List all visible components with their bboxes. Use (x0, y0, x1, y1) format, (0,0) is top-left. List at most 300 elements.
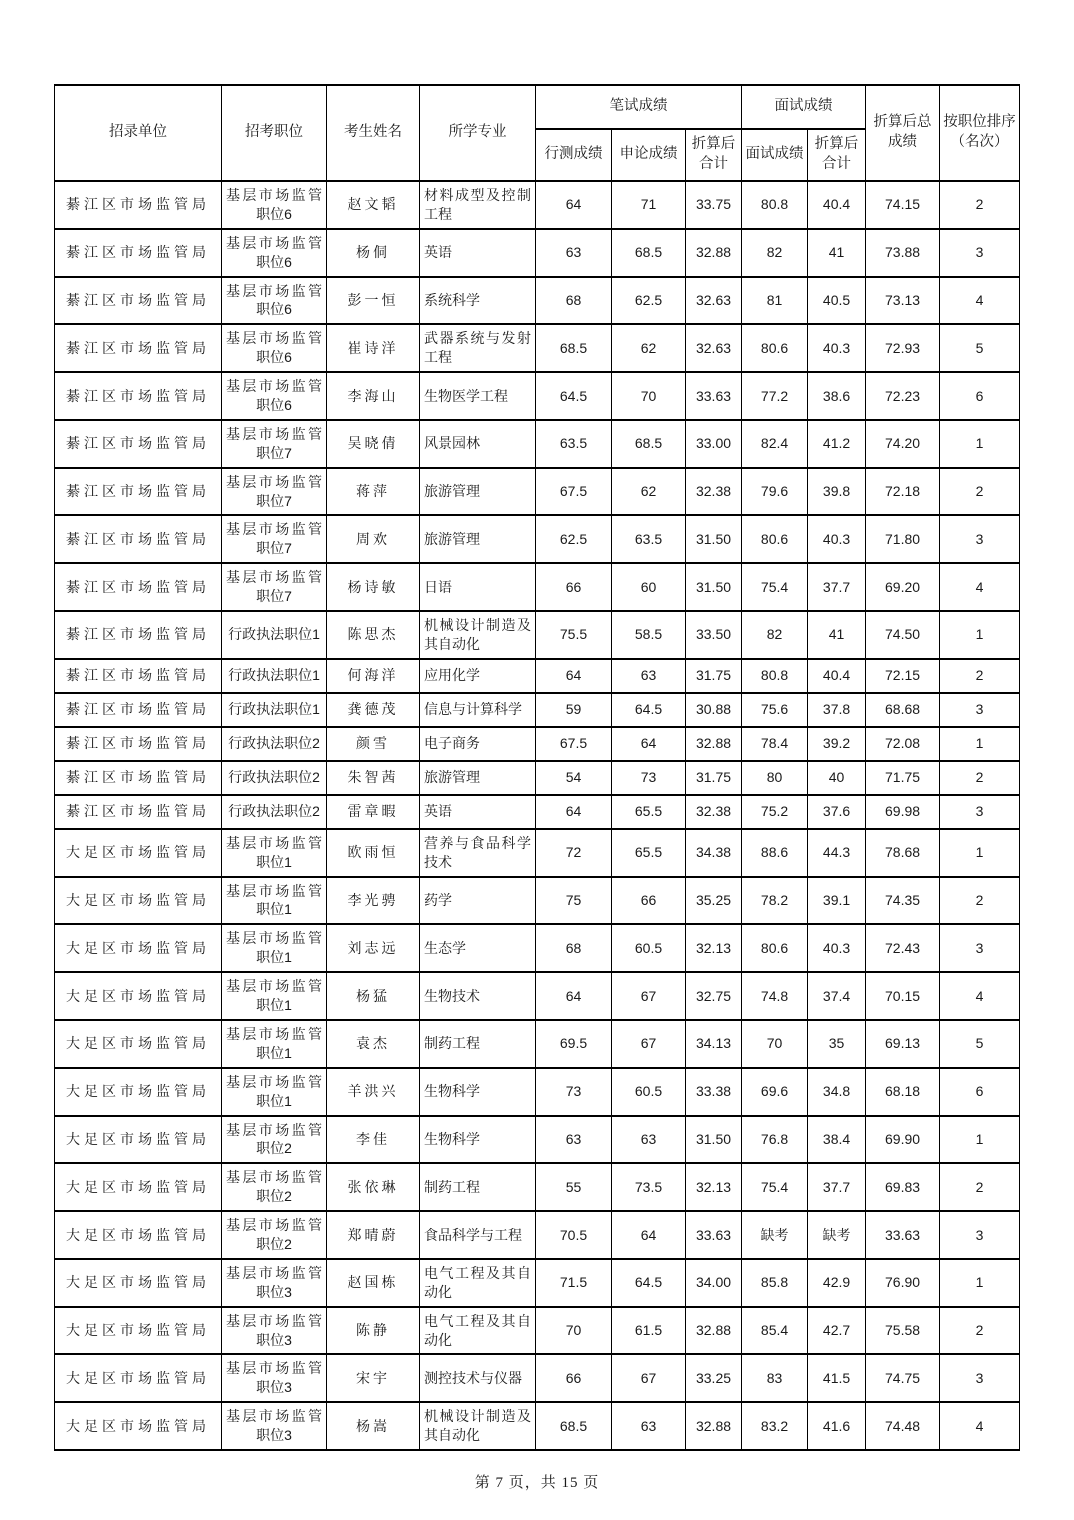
cell-written-converted: 32.38 (686, 795, 742, 829)
cell-shenlun-score: 66 (612, 877, 686, 925)
table-row (55, 372, 1020, 420)
cell-major: 日语 (420, 563, 536, 611)
cell-interview-converted: 37.8 (808, 693, 866, 727)
cell-rank: 4 (940, 1402, 1020, 1450)
cell-rank: 4 (940, 563, 1020, 611)
cell-shenlun-score: 68.5 (612, 229, 686, 277)
cell-xingce-score: 75 (536, 877, 612, 925)
exam-results-table (54, 84, 1020, 1451)
cell-shenlun-score: 65.5 (612, 795, 686, 829)
cell-xingce-score: 67.5 (536, 468, 612, 516)
cell-candidate-name: 彭一恒 (327, 277, 420, 325)
cell-position: 基层市场监管职位3 (222, 1354, 327, 1402)
table-row (55, 693, 1020, 727)
cell-shenlun-score: 70 (612, 372, 686, 420)
cell-written-converted: 32.63 (686, 324, 742, 372)
cell-major: 生物技术 (420, 972, 536, 1020)
cell-position: 基层市场监管职位7 (222, 468, 327, 516)
cell-major: 应用化学 (420, 659, 536, 693)
cell-position: 基层市场监管职位2 (222, 1211, 327, 1259)
cell-position: 行政执法职位2 (222, 727, 327, 761)
cell-position: 基层市场监管职位2 (222, 1163, 327, 1211)
cell-unit: 綦江区市场监管局 (55, 693, 222, 727)
cell-shenlun-score: 63 (612, 1402, 686, 1450)
cell-unit: 大足区市场监管局 (55, 1163, 222, 1211)
cell-total-score: 69.90 (866, 1116, 940, 1164)
cell-position: 基层市场监管职位1 (222, 829, 327, 877)
cell-xingce-score: 64 (536, 181, 612, 229)
cell-interview-converted: 41.6 (808, 1402, 866, 1450)
table-row (55, 1259, 1020, 1307)
cell-total-score: 72.93 (866, 324, 940, 372)
cell-rank: 2 (940, 468, 1020, 516)
cell-major: 食品科学与工程 (420, 1211, 536, 1259)
cell-major: 英语 (420, 795, 536, 829)
cell-position: 基层市场监管职位3 (222, 1259, 327, 1307)
table-row (55, 761, 1020, 795)
cell-shenlun-score: 68.5 (612, 420, 686, 468)
table-row (55, 1020, 1020, 1068)
cell-written-converted: 32.63 (686, 277, 742, 325)
cell-interview-score: 80.6 (742, 515, 808, 563)
cell-unit: 大足区市场监管局 (55, 1354, 222, 1402)
cell-written-converted: 32.88 (686, 1402, 742, 1450)
cell-interview-converted: 39.8 (808, 468, 866, 516)
cell-candidate-name: 羊洪兴 (327, 1068, 420, 1116)
table-row (55, 972, 1020, 1020)
cell-interview-score: 80.6 (742, 324, 808, 372)
cell-total-score: 76.90 (866, 1259, 940, 1307)
table-row (55, 420, 1020, 468)
cell-position: 基层市场监管职位7 (222, 420, 327, 468)
cell-shenlun-score: 65.5 (612, 829, 686, 877)
cell-position: 行政执法职位2 (222, 795, 327, 829)
cell-major: 电气工程及其自动化 (420, 1259, 536, 1307)
cell-position: 基层市场监管职位6 (222, 181, 327, 229)
cell-total-score: 69.20 (866, 563, 940, 611)
cell-position: 基层市场监管职位6 (222, 229, 327, 277)
cell-interview-converted: 34.8 (808, 1068, 866, 1116)
cell-major: 武器系统与发射工程 (420, 324, 536, 372)
cell-interview-score: 83.2 (742, 1402, 808, 1450)
cell-xingce-score: 64 (536, 659, 612, 693)
cell-interview-score: 82 (742, 611, 808, 659)
cell-unit: 綦江区市场监管局 (55, 324, 222, 372)
cell-unit: 綦江区市场监管局 (55, 515, 222, 563)
cell-xingce-score: 68.5 (536, 1402, 612, 1450)
cell-total-score: 73.88 (866, 229, 940, 277)
table-row (55, 924, 1020, 972)
cell-shenlun-score: 62 (612, 324, 686, 372)
cell-written-converted: 31.50 (686, 515, 742, 563)
cell-rank: 3 (940, 229, 1020, 277)
cell-position: 行政执法职位2 (222, 761, 327, 795)
cell-xingce-score: 69.5 (536, 1020, 612, 1068)
cell-major: 系统科学 (420, 277, 536, 325)
col-header-candidate: 考生姓名 (327, 85, 420, 181)
cell-total-score: 75.58 (866, 1307, 940, 1355)
cell-unit: 綦江区市场监管局 (55, 229, 222, 277)
col-header-rank: 按职位排序（名次） (940, 85, 1020, 181)
cell-interview-score: 74.8 (742, 972, 808, 1020)
cell-position: 基层市场监管职位1 (222, 924, 327, 972)
cell-unit: 綦江区市场监管局 (55, 468, 222, 516)
cell-xingce-score: 55 (536, 1163, 612, 1211)
cell-rank: 2 (940, 877, 1020, 925)
cell-shenlun-score: 64.5 (612, 693, 686, 727)
cell-interview-converted: 40 (808, 761, 866, 795)
cell-rank: 3 (940, 1211, 1020, 1259)
cell-candidate-name: 张依琳 (327, 1163, 420, 1211)
cell-unit: 大足区市场监管局 (55, 1259, 222, 1307)
cell-total-score: 69.13 (866, 1020, 940, 1068)
cell-rank: 2 (940, 1307, 1020, 1355)
cell-xingce-score: 63 (536, 229, 612, 277)
cell-xingce-score: 64.5 (536, 372, 612, 420)
cell-unit: 綦江区市场监管局 (55, 659, 222, 693)
cell-rank: 1 (940, 1259, 1020, 1307)
cell-interview-score: 75.4 (742, 563, 808, 611)
cell-interview-score: 79.6 (742, 468, 808, 516)
cell-interview-score: 82.4 (742, 420, 808, 468)
cell-candidate-name: 刘志远 (327, 924, 420, 972)
cell-written-converted: 31.75 (686, 761, 742, 795)
table-row (55, 1211, 1020, 1259)
cell-xingce-score: 71.5 (536, 1259, 612, 1307)
col-group-written-score: 笔试成绩 (536, 85, 742, 129)
cell-interview-score: 82 (742, 229, 808, 277)
cell-position: 基层市场监管职位1 (222, 1068, 327, 1116)
cell-xingce-score: 68 (536, 277, 612, 325)
cell-xingce-score: 66 (536, 1354, 612, 1402)
cell-candidate-name: 龚德茂 (327, 693, 420, 727)
cell-major: 生态学 (420, 924, 536, 972)
cell-interview-score: 85.8 (742, 1259, 808, 1307)
cell-unit: 大足区市场监管局 (55, 1116, 222, 1164)
cell-written-converted: 35.25 (686, 877, 742, 925)
cell-unit: 大足区市场监管局 (55, 1211, 222, 1259)
cell-rank: 6 (940, 1068, 1020, 1116)
cell-xingce-score: 64 (536, 795, 612, 829)
cell-unit: 綦江区市场监管局 (55, 420, 222, 468)
cell-total-score: 74.48 (866, 1402, 940, 1450)
cell-xingce-score: 70.5 (536, 1211, 612, 1259)
cell-rank: 1 (940, 611, 1020, 659)
cell-interview-score: 81 (742, 277, 808, 325)
col-header-written-converted: 折算后合计 (686, 129, 742, 181)
cell-major: 制药工程 (420, 1163, 536, 1211)
cell-written-converted: 32.75 (686, 972, 742, 1020)
cell-candidate-name: 李光骋 (327, 877, 420, 925)
cell-position: 行政执法职位1 (222, 693, 327, 727)
cell-candidate-name: 陈静 (327, 1307, 420, 1355)
cell-unit: 綦江区市场监管局 (55, 277, 222, 325)
cell-written-converted: 33.75 (686, 181, 742, 229)
cell-shenlun-score: 60 (612, 563, 686, 611)
cell-rank: 1 (940, 727, 1020, 761)
cell-interview-converted: 40.4 (808, 181, 866, 229)
cell-interview-converted: 38.4 (808, 1116, 866, 1164)
cell-interview-score: 77.2 (742, 372, 808, 420)
cell-rank: 2 (940, 1163, 1020, 1211)
cell-candidate-name: 崔诗洋 (327, 324, 420, 372)
cell-total-score: 74.20 (866, 420, 940, 468)
cell-interview-converted: 40.3 (808, 515, 866, 563)
cell-total-score: 72.18 (866, 468, 940, 516)
cell-candidate-name: 杨嵩 (327, 1402, 420, 1450)
cell-interview-converted: 40.3 (808, 924, 866, 972)
cell-written-converted: 33.00 (686, 420, 742, 468)
cell-major: 生物科学 (420, 1068, 536, 1116)
cell-candidate-name: 吴晓倩 (327, 420, 420, 468)
cell-shenlun-score: 60.5 (612, 924, 686, 972)
cell-candidate-name: 郑晴蔚 (327, 1211, 420, 1259)
cell-total-score: 72.08 (866, 727, 940, 761)
cell-total-score: 68.68 (866, 693, 940, 727)
cell-total-score: 68.18 (866, 1068, 940, 1116)
cell-rank: 1 (940, 420, 1020, 468)
cell-interview-score: 75.2 (742, 795, 808, 829)
table-row (55, 1402, 1020, 1450)
col-header-xingce: 行测成绩 (536, 129, 612, 181)
cell-total-score: 74.15 (866, 181, 940, 229)
cell-position: 基层市场监管职位1 (222, 1020, 327, 1068)
cell-rank: 2 (940, 659, 1020, 693)
cell-written-converted: 31.50 (686, 1116, 742, 1164)
cell-written-converted: 34.00 (686, 1259, 742, 1307)
table-row (55, 468, 1020, 516)
cell-total-score: 70.15 (866, 972, 940, 1020)
cell-interview-converted: 37.6 (808, 795, 866, 829)
cell-total-score: 69.83 (866, 1163, 940, 1211)
cell-shenlun-score: 60.5 (612, 1068, 686, 1116)
cell-written-converted: 32.13 (686, 1163, 742, 1211)
table-header (55, 85, 1020, 181)
cell-candidate-name: 赵文韬 (327, 181, 420, 229)
table-row (55, 659, 1020, 693)
cell-shenlun-score: 73.5 (612, 1163, 686, 1211)
cell-xingce-score: 63.5 (536, 420, 612, 468)
cell-written-converted: 33.63 (686, 1211, 742, 1259)
cell-candidate-name: 袁杰 (327, 1020, 420, 1068)
cell-position: 基层市场监管职位7 (222, 563, 327, 611)
cell-rank: 4 (940, 972, 1020, 1020)
cell-shenlun-score: 58.5 (612, 611, 686, 659)
cell-total-score: 74.50 (866, 611, 940, 659)
cell-rank: 5 (940, 324, 1020, 372)
cell-written-converted: 32.88 (686, 1307, 742, 1355)
cell-unit: 綦江区市场监管局 (55, 372, 222, 420)
table-row (55, 181, 1020, 229)
cell-unit: 綦江区市场监管局 (55, 181, 222, 229)
table-row (55, 795, 1020, 829)
cell-major: 电子商务 (420, 727, 536, 761)
cell-xingce-score: 68.5 (536, 324, 612, 372)
cell-major: 英语 (420, 229, 536, 277)
cell-candidate-name: 朱智茜 (327, 761, 420, 795)
cell-interview-converted: 41.5 (808, 1354, 866, 1402)
cell-shenlun-score: 63.5 (612, 515, 686, 563)
cell-major: 信息与计算科学 (420, 693, 536, 727)
cell-xingce-score: 70 (536, 1307, 612, 1355)
col-header-shenlun: 申论成绩 (612, 129, 686, 181)
cell-interview-score: 78.2 (742, 877, 808, 925)
cell-position: 基层市场监管职位6 (222, 324, 327, 372)
cell-total-score: 72.23 (866, 372, 940, 420)
cell-candidate-name: 赵国栋 (327, 1259, 420, 1307)
cell-interview-score: 88.6 (742, 829, 808, 877)
cell-position: 基层市场监管职位6 (222, 277, 327, 325)
cell-interview-converted: 37.7 (808, 563, 866, 611)
cell-major: 制药工程 (420, 1020, 536, 1068)
cell-xingce-score: 67.5 (536, 727, 612, 761)
cell-major: 旅游管理 (420, 515, 536, 563)
col-header-position: 招考职位 (222, 85, 327, 181)
cell-interview-score: 69.6 (742, 1068, 808, 1116)
cell-interview-converted: 41 (808, 611, 866, 659)
cell-major: 测控技术与仪器 (420, 1354, 536, 1402)
cell-candidate-name: 雷章暇 (327, 795, 420, 829)
cell-rank: 3 (940, 693, 1020, 727)
table-row (55, 829, 1020, 877)
cell-candidate-name: 陈思杰 (327, 611, 420, 659)
cell-major: 材料成型及控制工程 (420, 181, 536, 229)
cell-shenlun-score: 63 (612, 659, 686, 693)
table-row (55, 1354, 1020, 1402)
table-row (55, 324, 1020, 372)
cell-unit: 大足区市场监管局 (55, 1307, 222, 1355)
cell-interview-converted: 42.9 (808, 1259, 866, 1307)
cell-written-converted: 31.75 (686, 659, 742, 693)
cell-interview-score: 80.6 (742, 924, 808, 972)
cell-xingce-score: 66 (536, 563, 612, 611)
cell-total-score: 74.35 (866, 877, 940, 925)
table-row (55, 277, 1020, 325)
cell-rank: 2 (940, 181, 1020, 229)
cell-candidate-name: 宋宇 (327, 1354, 420, 1402)
cell-interview-score: 85.4 (742, 1307, 808, 1355)
cell-interview-score: 75.6 (742, 693, 808, 727)
cell-major: 机械设计制造及其自动化 (420, 1402, 536, 1450)
cell-unit: 大足区市场监管局 (55, 829, 222, 877)
cell-unit: 大足区市场监管局 (55, 877, 222, 925)
cell-unit: 綦江区市场监管局 (55, 563, 222, 611)
cell-total-score: 33.63 (866, 1211, 940, 1259)
cell-shenlun-score: 61.5 (612, 1307, 686, 1355)
cell-position: 基层市场监管职位6 (222, 372, 327, 420)
cell-major: 旅游管理 (420, 761, 536, 795)
cell-written-converted: 32.13 (686, 924, 742, 972)
cell-shenlun-score: 62 (612, 468, 686, 516)
cell-position: 基层市场监管职位7 (222, 515, 327, 563)
cell-major: 营养与食品科学技术 (420, 829, 536, 877)
cell-candidate-name: 颜雪 (327, 727, 420, 761)
cell-written-converted: 33.50 (686, 611, 742, 659)
cell-shenlun-score: 64.5 (612, 1259, 686, 1307)
cell-total-score: 74.75 (866, 1354, 940, 1402)
cell-total-score: 72.15 (866, 659, 940, 693)
cell-candidate-name: 杨侗 (327, 229, 420, 277)
cell-interview-converted: 37.7 (808, 1163, 866, 1211)
cell-unit: 大足区市场监管局 (55, 1068, 222, 1116)
cell-written-converted: 32.88 (686, 229, 742, 277)
cell-unit: 綦江区市场监管局 (55, 761, 222, 795)
cell-shenlun-score: 62.5 (612, 277, 686, 325)
cell-written-converted: 30.88 (686, 693, 742, 727)
cell-total-score: 71.75 (866, 761, 940, 795)
cell-rank: 5 (940, 1020, 1020, 1068)
cell-interview-score: 80.8 (742, 659, 808, 693)
cell-total-score: 73.13 (866, 277, 940, 325)
cell-written-converted: 31.50 (686, 563, 742, 611)
cell-total-score: 69.98 (866, 795, 940, 829)
cell-unit: 綦江区市场监管局 (55, 727, 222, 761)
cell-interview-converted: 39.1 (808, 877, 866, 925)
cell-unit: 大足区市场监管局 (55, 972, 222, 1020)
cell-unit: 綦江区市场监管局 (55, 611, 222, 659)
cell-major: 风景园林 (420, 420, 536, 468)
cell-candidate-name: 杨猛 (327, 972, 420, 1020)
cell-interview-converted: 44.3 (808, 829, 866, 877)
cell-candidate-name: 李海山 (327, 372, 420, 420)
header-row-top (55, 85, 1020, 129)
cell-shenlun-score: 63 (612, 1116, 686, 1164)
table-row (55, 1068, 1020, 1116)
cell-shenlun-score: 73 (612, 761, 686, 795)
cell-interview-score: 70 (742, 1020, 808, 1068)
cell-interview-score: 83 (742, 1354, 808, 1402)
table-row (55, 1307, 1020, 1355)
cell-interview-converted: 40.4 (808, 659, 866, 693)
table-row (55, 229, 1020, 277)
cell-interview-score: 76.8 (742, 1116, 808, 1164)
cell-position: 行政执法职位1 (222, 611, 327, 659)
table-row (55, 1163, 1020, 1211)
cell-interview-score: 缺考 (742, 1211, 808, 1259)
cell-major: 生物科学 (420, 1116, 536, 1164)
cell-xingce-score: 63 (536, 1116, 612, 1164)
cell-rank: 1 (940, 829, 1020, 877)
cell-total-score: 72.43 (866, 924, 940, 972)
cell-major: 电气工程及其自动化 (420, 1307, 536, 1355)
table-body (55, 181, 1020, 1450)
col-header-interview-converted: 折算后合计 (808, 129, 866, 181)
cell-xingce-score: 59 (536, 693, 612, 727)
cell-interview-score: 75.4 (742, 1163, 808, 1211)
cell-position: 基层市场监管职位3 (222, 1402, 327, 1450)
cell-xingce-score: 64 (536, 972, 612, 1020)
cell-shenlun-score: 67 (612, 1020, 686, 1068)
table-row (55, 611, 1020, 659)
cell-interview-converted: 39.2 (808, 727, 866, 761)
cell-written-converted: 32.38 (686, 468, 742, 516)
cell-rank: 3 (940, 795, 1020, 829)
cell-position: 基层市场监管职位2 (222, 1116, 327, 1164)
cell-shenlun-score: 67 (612, 972, 686, 1020)
cell-position: 基层市场监管职位1 (222, 972, 327, 1020)
cell-major: 生物医学工程 (420, 372, 536, 420)
cell-xingce-score: 68 (536, 924, 612, 972)
cell-major: 药学 (420, 877, 536, 925)
cell-interview-score: 80.8 (742, 181, 808, 229)
cell-major: 旅游管理 (420, 468, 536, 516)
col-header-total-converted: 折算后总成绩 (866, 85, 940, 181)
table-row (55, 563, 1020, 611)
cell-shenlun-score: 64 (612, 727, 686, 761)
cell-interview-converted: 40.3 (808, 324, 866, 372)
cell-xingce-score: 54 (536, 761, 612, 795)
cell-total-score: 78.68 (866, 829, 940, 877)
